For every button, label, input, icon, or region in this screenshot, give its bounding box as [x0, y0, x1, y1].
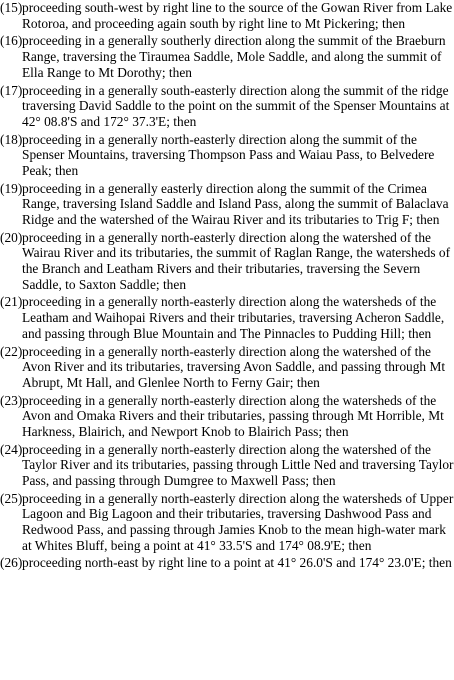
clause-number: (21)	[0, 294, 23, 310]
clause-21	[0, 294, 454, 341]
clause-18	[0, 132, 454, 179]
clause-17	[0, 83, 454, 130]
clause-23	[0, 393, 454, 440]
clause-text: proceeding in a generally north-easterly direction along the watersheds of the Leatham and Waihopai Rivers and their tributaries, traversing Acheron Saddle, and passing through Blue Mountain and The Pinnacles to Pudding Hill; then	[22, 294, 445, 341]
clause-text: proceeding in a generally north-easterly direction along the watershed of the Taylor River and its tributaries, passing through Little Ned and traversing Taylor Pass, and passing through Dumgree to Maxwell Pass; then	[22, 441, 454, 488]
clause-text: proceeding in a generally easterly direction along the summit of the Crimea Range, traversing Island Saddle and Island Pass, along the summit of Balaclava Ridge and the watershed of the Wairau River and its tributaries to Trig F; then	[22, 180, 449, 227]
clause-text: proceeding in a generally north-easterly direction along the watersheds of Upper Lagoon and Big Lagoon and their tributaries, traversing Dashwood Pass and Redwood Pass, and passing through Jamies Knob to the mean high-water mark at Whites Bluff, being a point at 41° 33.5'S and 174° 08.9'E; then	[22, 490, 454, 553]
clause-text: proceeding south-west by right line to the source of the Gowan River from Lake Rotoroa, and proceeding again south by right line to Mt Pickering; then	[22, 0, 453, 31]
clause-26	[0, 555, 454, 571]
clause-text: proceeding in a generally southerly direction along the summit of the Braeburn Range, traversing the Tiraumea Saddle, Mole Saddle, and along the summit of Ella Range to Mt Dorothy; then	[22, 33, 446, 80]
clause-number: (18)	[0, 131, 23, 147]
clause-number: (26)	[0, 555, 23, 571]
clause-16	[0, 33, 454, 80]
clause-number: (15)	[0, 0, 23, 15]
clause-number: (25)	[0, 490, 23, 506]
clause-text: proceeding in a generally north-easterly direction along the summit of the Spenser Mountains, traversing Thompson Pass and Waiau Pass, to Belvedere Peak; then	[22, 131, 435, 178]
clause-number: (19)	[0, 180, 23, 196]
clause-19	[0, 181, 454, 228]
clause-number: (22)	[0, 343, 23, 359]
clause-text: proceeding in a generally north-easterly direction along the watersheds of the Avon and Omaka Rivers and their tributaries, passing through Mt Horrible, Mt Harkness, Blairich, and Newport Knob to Blairich Pass; then	[22, 392, 444, 439]
clause-25	[0, 491, 454, 553]
clause-15	[0, 0, 454, 31]
clause-number: (20)	[0, 229, 23, 245]
clause-text: proceeding north-east by right line to a point at 41° 26.0'S and 174° 23.0'E; then	[22, 555, 452, 571]
clause-20	[0, 230, 454, 292]
clause-text: proceeding in a generally south-easterly direction along the summit of the ridge traversing David Saddle to the point on the summit of the Spenser Mountains at 42° 08.8'S and 172° 37.3'E; then	[22, 82, 450, 129]
clause-text: proceeding in a generally north-easterly direction along the watershed of the Wairau River and its tributaries, the summit of Raglan Range, the watersheds of the Branch and Leatham Rivers and their tributaries, traversing the Severn Saddle, to Saxton Saddle; then	[22, 229, 451, 292]
clause-22	[0, 344, 454, 391]
clause-text: proceeding in a generally north-easterly direction along the watershed of the Avon River and its tributaries, traversing Avon Saddle, and passing through Mt Abrupt, Mt Hall, and Glenlee North to Ferny Gair; then	[22, 343, 446, 390]
clause-number: (17)	[0, 82, 23, 98]
clause-number: (16)	[0, 33, 23, 49]
clause-number: (23)	[0, 392, 23, 408]
clause-24	[0, 442, 454, 489]
clause-number: (24)	[0, 441, 23, 457]
